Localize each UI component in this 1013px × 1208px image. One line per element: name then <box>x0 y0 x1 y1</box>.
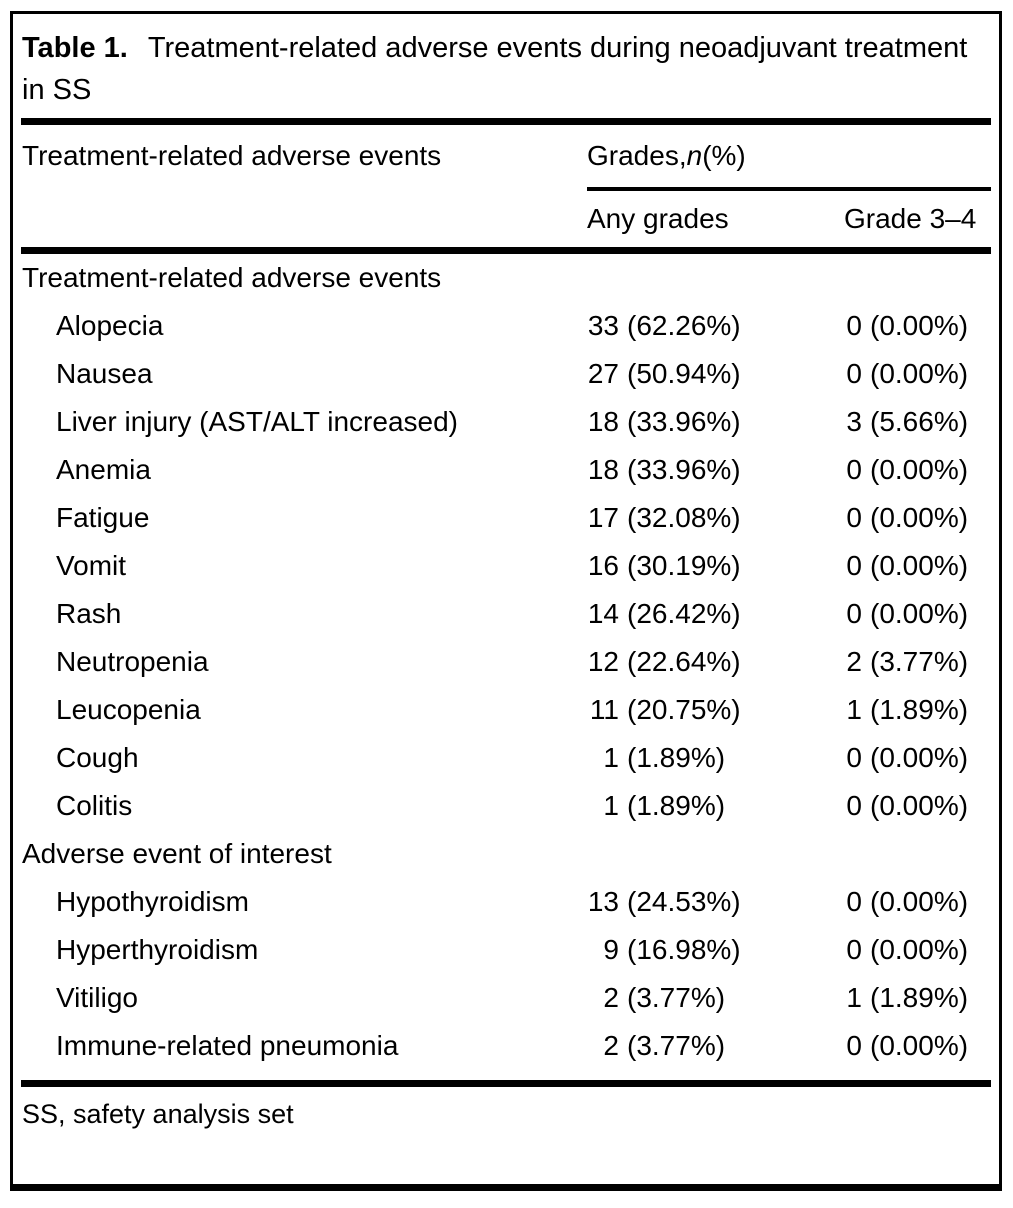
any-grades-pct: (3.77%) <box>627 1030 726 1061</box>
table-row <box>21 590 991 638</box>
row-label: Alopecia <box>56 310 164 341</box>
table-row <box>21 494 991 542</box>
any-grades-count: 18 <box>587 406 619 437</box>
grade-3-4-pct: (1.89%) <box>870 694 969 725</box>
grade-3-4-cell <box>844 454 991 486</box>
grade-3-4-cell <box>844 406 991 438</box>
any-grades-pct: (22.64%) <box>627 646 741 677</box>
any-grades-pct: (33.96%) <box>627 454 741 485</box>
table-header <box>21 125 991 247</box>
grade-3-4-cell <box>844 742 991 774</box>
any-grades-count: 16 <box>587 550 619 581</box>
grade-3-4-count: 0 <box>846 742 862 773</box>
any-grades-count: 33 <box>587 310 619 341</box>
row-label: Immune-related pneumonia <box>56 1030 399 1061</box>
any-grades-pct: (1.89%) <box>627 790 726 821</box>
any-grades-cell <box>587 550 844 582</box>
grade-3-4-count: 0 <box>846 1030 862 1061</box>
grade-3-4-pct: (0.00%) <box>870 1030 969 1061</box>
table-row <box>21 1022 991 1070</box>
any-grades-cell <box>587 454 844 486</box>
grade-3-4-count: 0 <box>846 598 862 629</box>
row-label: Liver injury (AST/ALT increased) <box>56 406 458 437</box>
row-label: Nausea <box>56 358 153 389</box>
grade-3-4-count: 1 <box>846 982 862 1013</box>
any-grades-count: 1 <box>603 742 619 773</box>
any-grades-pct: (26.42%) <box>627 598 741 629</box>
table-caption: Treatment-related adverse events during neoadjuvant treatment in SS <box>22 32 968 106</box>
section-header-row <box>21 830 991 878</box>
any-grades-cell <box>587 742 844 774</box>
grade-3-4-count: 0 <box>846 550 862 581</box>
grade-3-4-count: 2 <box>846 646 862 677</box>
grade-3-4-pct: (0.00%) <box>870 742 969 773</box>
any-grades-count: 9 <box>603 934 619 965</box>
grades-subheaders <box>587 191 991 247</box>
row-label: Cough <box>56 742 139 773</box>
row-label: Fatigue <box>56 502 150 533</box>
grades-column-header <box>587 125 991 187</box>
grades-header-n-italic: n <box>686 140 703 171</box>
grade-3-4-cell <box>844 886 991 918</box>
any-grades-pct: (24.53%) <box>627 886 741 917</box>
table-row <box>21 542 991 590</box>
any-grades-cell <box>587 934 844 966</box>
row-label: Leucopenia <box>56 694 201 725</box>
grade-3-4-pct: (0.00%) <box>870 550 969 581</box>
any-grades-cell <box>587 982 844 1014</box>
any-grades-cell <box>587 790 844 822</box>
grade-3-4-pct: (3.77%) <box>870 646 969 677</box>
grade-3-4-pct: (0.00%) <box>870 790 969 821</box>
any-grades-cell <box>587 886 844 918</box>
header-body-rule <box>21 247 991 254</box>
grade-3-4-pct: (0.00%) <box>870 358 969 389</box>
grade-3-4-count: 0 <box>846 310 862 341</box>
grade-3-4-cell <box>844 502 991 534</box>
table-row <box>21 446 991 494</box>
table-body <box>21 254 991 1080</box>
grade-3-4-count: 0 <box>846 454 862 485</box>
grade-3-4-count: 0 <box>846 502 862 533</box>
any-grades-count: 27 <box>587 358 619 389</box>
row-label: Vitiligo <box>56 982 138 1013</box>
any-grades-cell <box>587 598 844 630</box>
table-row <box>21 974 991 1022</box>
table-row <box>21 878 991 926</box>
any-grades-pct: (33.96%) <box>627 406 741 437</box>
grade-3-4-count: 1 <box>846 694 862 725</box>
any-grades-count: 13 <box>587 886 619 917</box>
any-grades-pct: (20.75%) <box>627 694 741 725</box>
grade-3-4-cell <box>844 310 991 342</box>
grade-3-4-pct: (5.66%) <box>870 406 969 437</box>
row-label: Rash <box>56 598 122 629</box>
grade-3-4-pct: (0.00%) <box>870 502 969 533</box>
section-title: Treatment-related adverse events <box>22 262 442 293</box>
grade-3-4-pct: (0.00%) <box>870 598 969 629</box>
any-grades-cell <box>587 646 844 678</box>
any-grades-count: 11 <box>589 694 619 725</box>
column-header-any-grades: Any grades <box>587 203 729 234</box>
row-label: Neutropenia <box>56 646 209 677</box>
row-label: Hypothyroidism <box>56 886 249 917</box>
any-grades-pct: (30.19%) <box>627 550 741 581</box>
footnote-text: SS, safety analysis set <box>22 1099 294 1129</box>
table-number-label: Table 1. <box>22 32 128 64</box>
row-label: Colitis <box>56 790 133 821</box>
any-grades-cell <box>587 406 844 438</box>
any-grades-pct: (50.94%) <box>627 358 741 389</box>
any-grades-count: 14 <box>587 598 619 629</box>
table-row <box>21 782 991 830</box>
any-grades-pct: (1.89%) <box>627 742 726 773</box>
grade-3-4-count: 3 <box>846 406 862 437</box>
grade-3-4-pct: (0.00%) <box>870 886 969 917</box>
grade-3-4-cell <box>844 598 991 630</box>
grades-header-prefix: Grades, <box>587 140 687 171</box>
any-grades-pct: (62.26%) <box>627 310 741 341</box>
row-label: Anemia <box>56 454 151 485</box>
grade-3-4-cell <box>844 790 991 822</box>
grade-3-4-cell <box>844 982 991 1014</box>
any-grades-pct: (32.08%) <box>627 502 741 533</box>
grade-3-4-count: 0 <box>846 358 862 389</box>
table-row <box>21 734 991 782</box>
grade-3-4-count: 0 <box>846 934 862 965</box>
grades-header-suffix: (%) <box>702 140 746 171</box>
grade-3-4-cell <box>844 1030 991 1062</box>
grade-3-4-pct: (0.00%) <box>870 454 969 485</box>
grade-3-4-count: 0 <box>846 886 862 917</box>
grade-3-4-cell <box>844 550 991 582</box>
any-grades-cell <box>587 358 844 390</box>
any-grades-cell <box>587 1030 844 1062</box>
any-grades-pct: (3.77%) <box>627 982 726 1013</box>
table-row <box>21 302 991 350</box>
any-grades-count: 18 <box>587 454 619 485</box>
any-grades-count: 12 <box>587 646 619 677</box>
table-row <box>21 686 991 734</box>
grade-3-4-cell <box>844 646 991 678</box>
grades-header-group <box>587 125 991 247</box>
paper-table-container <box>10 11 1002 1191</box>
any-grades-count: 2 <box>603 982 619 1013</box>
any-grades-cell <box>587 502 844 534</box>
body-footnote-rule <box>21 1080 991 1087</box>
grade-3-4-count: 0 <box>846 790 862 821</box>
column-header-adverse-events: Treatment-related adverse events <box>22 140 442 171</box>
grade-3-4-pct: (0.00%) <box>870 934 969 965</box>
grade-3-4-pct: (1.89%) <box>870 982 969 1013</box>
row-label: Hyperthyroidism <box>56 934 259 965</box>
footnote <box>21 1087 991 1184</box>
section-title: Adverse event of interest <box>22 838 332 869</box>
table-row <box>21 350 991 398</box>
any-grades-count: 1 <box>603 790 619 821</box>
section-header-row <box>21 254 991 302</box>
any-grades-count: 17 <box>587 502 619 533</box>
table-row <box>21 398 991 446</box>
any-grades-cell <box>587 310 844 342</box>
table-row <box>21 638 991 686</box>
any-grades-count: 2 <box>603 1030 619 1061</box>
grade-3-4-pct: (0.00%) <box>870 310 969 341</box>
table-title <box>21 14 991 118</box>
grade-3-4-cell <box>844 694 991 726</box>
grade-3-4-cell <box>844 934 991 966</box>
table-row <box>21 926 991 974</box>
any-grades-pct: (16.98%) <box>627 934 741 965</box>
top-rule <box>21 118 991 125</box>
column-header-grade-3-4: Grade 3–4 <box>844 203 977 234</box>
grade-3-4-cell <box>844 358 991 390</box>
row-label: Vomit <box>56 550 127 581</box>
any-grades-cell <box>587 694 844 726</box>
